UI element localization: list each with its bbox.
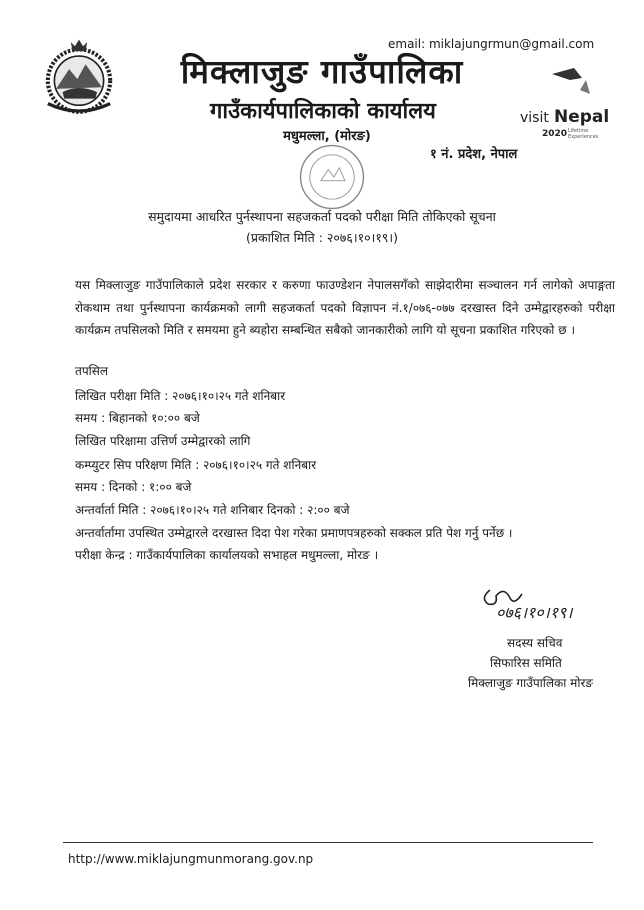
office-location: मधुमल्ला, (मोरङ) [283, 129, 371, 144]
signatory-role: सदस्य सचिव [507, 636, 563, 650]
visit-nepal-logo [516, 60, 626, 144]
committee-name: सिफारिस समिति [490, 656, 562, 670]
office-name: गाउँकार्यपालिकाको कार्यालय [210, 99, 436, 124]
visit-nepal-logo-graphic [516, 60, 626, 144]
written-exam-time: समय : बिहानको १०:०० बजे [75, 411, 200, 425]
passed-candidates-note: लिखित परिक्षामा उत्तिर्ण उम्मेद्वारको लागि [75, 434, 251, 448]
email-address: email: miklajungrmun@gmail.com [388, 37, 595, 51]
svg-text:Lifetime: Lifetime [568, 128, 589, 134]
notice-title: समुदायमा आधरित पुर्नस्थापना सहजकर्ता पदको परीक्षा मिति तोकिएको सूचना [148, 209, 496, 224]
notice-body: यस मिक्लाजुङ गाउँपालिकाले प्रदेश सरकार र करुणा फाउण्डेशन नेपालसगँको साझेदारीमा सञ्चालन गर्न लागेको अपाङ्गता रोकथाम तथा पुर्नस्थापना कार्यक्रमको लागी सहजकर्ता पदको विज्ञापन नं.१/०७६-०७७ दरखास्त दिने उम्मेद्वारहरुको परीक्षा कार्यक्रम तपसिलको मिति र समयमा हुने ब्यहोरा सम्बन्धित सबैको जानकारीको लागि यो सूचना प्रकाशित गरिएको छ । [75, 278, 615, 337]
publication-date: (प्रकाशित मिति : २०७६।१०।१९।) [246, 230, 398, 245]
computer-test-time: समय : दिनको : १:०० बजे [75, 480, 192, 494]
svg-text:2020: 2020 [542, 129, 568, 139]
svg-text:Experiences: Experiences [568, 134, 599, 140]
website-url: http://www.miklajungmunmorang.gov.np [68, 852, 314, 866]
footer-divider [63, 842, 593, 843]
svg-text:Nepal: Nepal [554, 107, 610, 127]
computer-test-date: कम्प्युटर सिप परिक्षण मिति : २०७६।१०।२५ गते शनिबार [75, 458, 317, 472]
nepal-government-emblem-icon [38, 38, 120, 120]
handwritten-signature [470, 578, 610, 628]
office-stamp [295, 140, 369, 214]
schedule-heading: तपसिल [75, 364, 109, 378]
written-exam-date: लिखित परीक्षा मिति : २०७६।१०।२५ गते शनिबार [75, 389, 286, 403]
interview-documents-note: अन्तर्वार्तामा उपस्थित उम्मेद्वारले दरखास्त दिदा पेश गरेका प्रमाणपत्रहरुको सक्कल प्रति पेश गर्नु पर्नेछ । [75, 526, 513, 540]
org-name: मिक्लाजुङ गाउँपालिका [180, 52, 464, 91]
interview-date: अन्तर्वार्ता मिति : २०७६।१०।२५ गते शनिबार दिनको : २:०० बजे [75, 503, 350, 517]
signature-date: ०७६।१०।१९। [496, 603, 573, 622]
province-label: १ नं. प्रदेश, नेपाल [430, 147, 518, 162]
exam-center: परीक्षा केन्द्र : गाउँकार्यपालिका कार्यालयको सभाहल मधुमल्ला, मोरङ । [75, 548, 379, 562]
signatory-org: मिक्लाजुङ गाउँपालिका मोरङ [468, 676, 594, 690]
svg-text:visit: visit [520, 110, 549, 126]
